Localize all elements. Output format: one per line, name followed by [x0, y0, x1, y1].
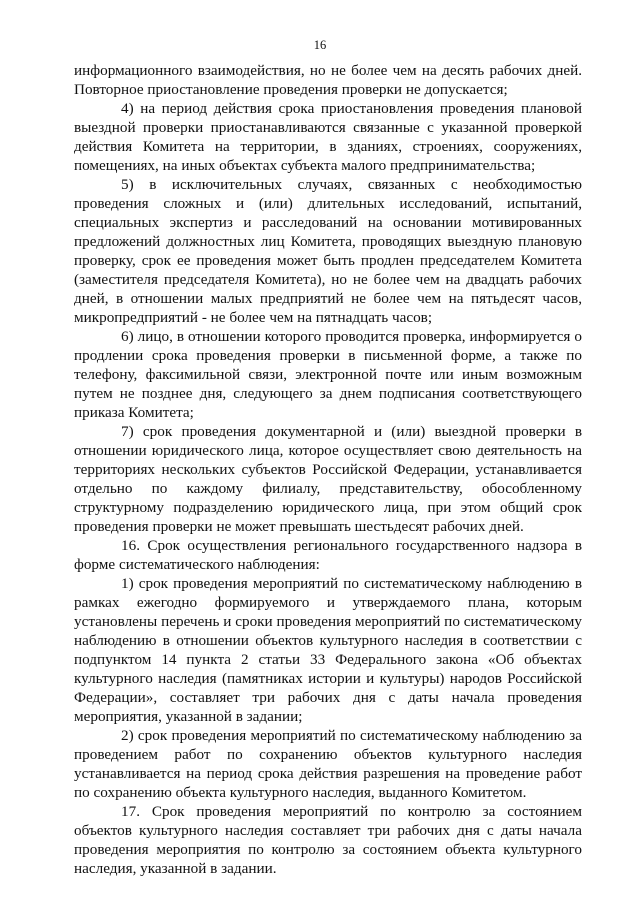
paragraph: 5) в исключительных случаях, связанных с необходимостью проведения сложных и (или) длительных исследований, испытаний, специальных экспертиз и расследований на основании мотивированных предложений должностных лиц Комитета, проводящих выездную плановую проверку, срок ее проведения может быть продлен председателем Комитета (заместителя председателя Комитета), но не более чем на двадцать рабочих дней, в отношении малых предприятий не более чем на пятьдесят часов, микропредприятий - не более чем на пятнадцать часов; [74, 176, 582, 326]
paragraph: 2) срок проведения мероприятий по систематическому наблюдению за проведением работ по сохранению объектов культурного наследия устанавливается на период срока действия разрешения на проведение работ по сохранению объекта культурного наследия, выданного Комитетом. [74, 727, 582, 801]
page-number: 16 [313, 38, 327, 52]
paragraph: 16. Срок осуществления регионального государственного надзора в форме систематического наблюдения: [74, 537, 582, 573]
paragraph: 4) на период действия срока приостановления проведения плановой выездной проверки приостанавливаются связанные с указанной проверкой действия Комитета на территории, в зданиях, строениях, сооружениях, помещениях, на иных объектах субъекта малого предпринимательства; [74, 100, 582, 174]
paragraph: 1) срок проведения мероприятий по систематическому наблюдению в рамках ежегодно формируемого и утверждаемого плана, которым установлены перечень и сроки проведения мероприятий по систематическому наблюдению в отношении объектов культурного наследия в соответствии с подпунктом 14 пункта 2 статьи 33 Федерального закона «Об объектах культурного наследия (памятниках истории и культуры) народов Российской Федерации», составляет три рабочих дня с даты начала проведения мероприятия, указанной в задании; [74, 575, 582, 725]
paragraph: 7) срок проведения документарной и (или) выездной проверки в отношении юридического лица, которое осуществляет свою деятельность на территориях нескольких субъектов Российской Федерации, устанавливается отдельно по каждому филиалу, представительству, обособленному структурному подразделению юридического лица, при этом общий срок проведения проверки не может превышать шестьдесят рабочих дней. [74, 423, 582, 535]
paragraph: 17. Срок проведения мероприятий по контролю за состоянием объектов культурного наследия составляет три рабочих дня с даты начала проведения мероприятия по контролю за состоянием объекта культурного наследия, указанной в задании. [74, 803, 582, 877]
paragraph: информационного взаимодействия, но не более чем на десять рабочих дней. Повторное приостановление проведения проверки не допускается; [74, 62, 582, 98]
paragraph: 6) лицо, в отношении которого проводится проверка, информируется о продлении срока проведения проверки в письменной форме, а также по телефону, факсимильной связи, электронной почте или иным возможным путем не позднее дня, следующего за днем подписания соответствующего приказа Комитета; [74, 328, 582, 421]
document-body [74, 61, 582, 878]
